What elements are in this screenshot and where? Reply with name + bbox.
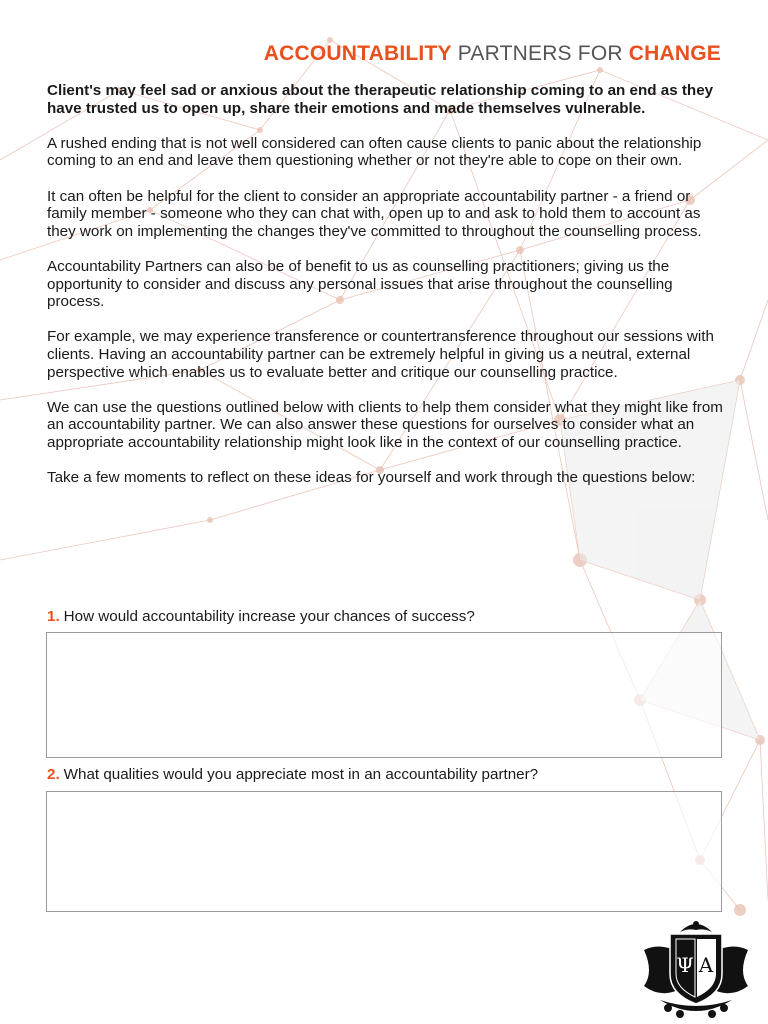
page-title [264, 42, 721, 66]
crest-letter-psi: Ψ [676, 953, 694, 977]
paragraph: Take a few moments to reflect on these ideas for yourself and work through the questions below: [47, 469, 696, 487]
answer-box-2[interactable] [46, 791, 722, 912]
title-end-word: CHANGE [628, 42, 721, 65]
question-1 [47, 608, 475, 625]
question-number: 2. [47, 766, 60, 783]
intro-paragraph: Client's may feel sad or anxious about the therapeutic relationship coming to an end as they have trusted us to open up, share their emotions and made themselves vulnerable. [47, 82, 714, 117]
question-text: How would accountability increase your chances of success? [63, 608, 475, 625]
answer-box-1[interactable] [46, 632, 722, 758]
crest-letter-a: A [698, 953, 714, 977]
paragraph: For example, we may experience transference or countertransference throughout our sessions with clients. Having an accountability partner can be extremely helpful in giving us a neutral, external perspective which enables us to evaluate better and critique our counselling practice. [47, 328, 714, 381]
question-number: 1. [47, 608, 60, 625]
crest-logo [640, 912, 752, 1022]
title-middle-words: PARTNERS FOR [457, 42, 623, 65]
question-text: What qualities would you appreciate most in an accountability partner? [63, 766, 539, 783]
paragraph: A rushed ending that is not well considered can often cause clients to panic about the relationship coming to an end and leave them questioning whether or not they're able to cope on their own. [47, 134, 702, 170]
body-text [47, 82, 729, 504]
paragraph: It can often be helpful for the client to consider an appropriate accountability partner - a friend or family member - someone who they can chat with, open up to and ask to hold them to account as they work on implementing the changes they've committed to throughout the counselling process. [47, 187, 702, 240]
title-accent-word: ACCOUNTABILITY [263, 42, 452, 65]
paragraph: Accountability Partners can also be of benefit to us as counselling practitioners; giving us the opportunity to consider and discuss any personal issues that arise throughout the counselling process. [47, 257, 673, 311]
paragraph: We can use the questions outlined below with clients to help them consider what they might like from an accountability partner. We can also answer these questions for ourselves to consider what an appropriate accountability relationship might look like in the context of our counselling practice. [47, 398, 723, 451]
question-2 [47, 766, 538, 783]
